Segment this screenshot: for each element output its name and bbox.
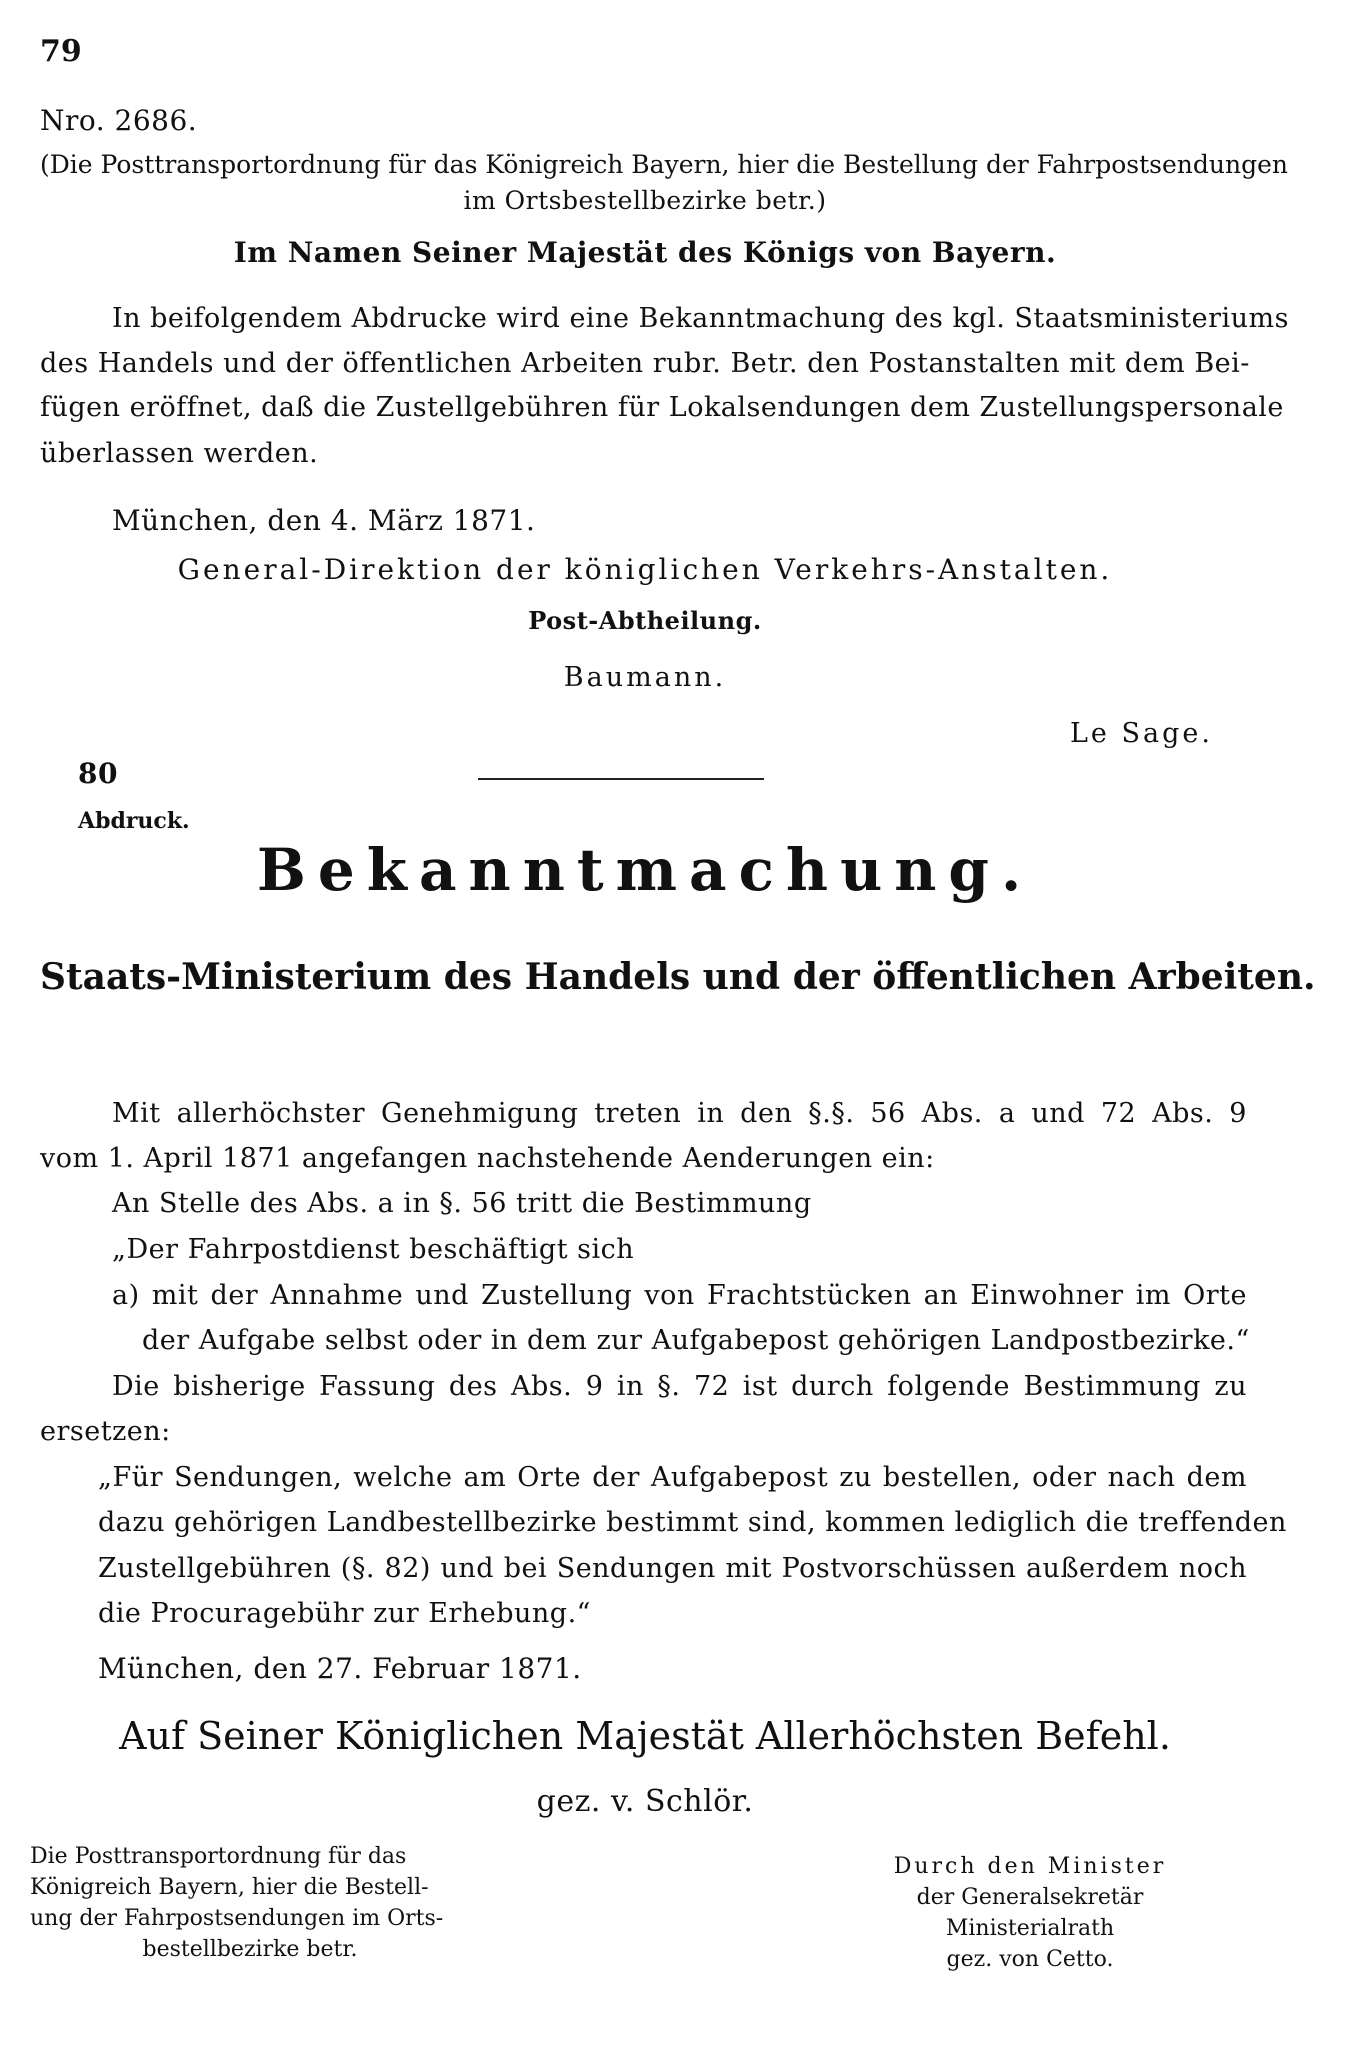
footer-right-line-2: der Generalsekretär	[916, 1885, 1144, 1910]
command-heading: Auf Seiner Königlichen Majestät Allerhöchsten Befehl.	[119, 1714, 1171, 1758]
main-line-1: Mit allerhöchster Genehmigung treten in den §.§. 56 Abs. a und 72 Abs. 9	[112, 1098, 1247, 1129]
subject-line-2: im Ortsbestellbezirke betr.)	[463, 186, 827, 215]
main-line-3: An Stelle des Abs. a in §. 56 tritt die Bestimmung	[112, 1188, 812, 1219]
place-date-1: München, den 4. März 1871.	[112, 504, 536, 537]
intro-line-2: des Handels und der öffentlichen Arbeiten rubr. Betr. den Postanstalten mit dem Bei-	[40, 348, 1250, 379]
main-line-9: „Für Sendungen, welche am Orte der Aufgabepost zu bestellen, oder nach dem	[98, 1462, 1247, 1493]
page-number-top: 79	[40, 34, 82, 69]
signer-1: Baumann.	[563, 662, 727, 693]
royal-heading: Im Namen Seiner Majestät des Königs von Bayern.	[233, 236, 1057, 269]
subject-line-1: (Die Posttransportordnung für das Königreich Bayern, hier die Bestellung der Fahrpostsendungen	[40, 150, 1289, 179]
signer-2: Le Sage.	[1070, 718, 1213, 749]
page-number-inner: 80	[78, 757, 118, 790]
footer-right-line-4: gez. von Cetto.	[946, 1947, 1114, 1972]
footer-right-line-3: Ministerialrath	[945, 1916, 1115, 1941]
main-line-10: dazu gehörigen Landbestellbezirke bestimmt sind, kommen lediglich die treffenden	[98, 1507, 1287, 1538]
footer-left-line-2: Königreich Bayern, hier die Bestell-	[30, 1875, 429, 1900]
place-date-2: München, den 27. Februar 1871.	[98, 1652, 582, 1685]
main-line-7: Die bisherige Fassung des Abs. 9 in §. 72 ist durch folgende Bestimmung zu	[112, 1371, 1247, 1402]
announcement-title: Bekanntmachung.	[256, 836, 1034, 904]
department: Post-Abtheilung.	[528, 606, 762, 635]
main-line-2: vom 1. April 1871 angefangen nachstehende Aenderungen ein:	[40, 1143, 935, 1174]
intro-line-1: In beifolgendem Abdrucke wird eine Bekanntmachung des kgl. Staatsministeriums	[112, 303, 1289, 334]
main-line-6: der Aufgabe selbst oder in dem zur Aufgabepost gehörigen Landpostbezirke.“	[142, 1325, 1250, 1356]
entry-number: Nro. 2686.	[40, 104, 198, 137]
directorate: General-Direktion der königlichen Verkehrs-Anstalten.	[177, 553, 1113, 586]
intro-line-3: fügen eröffnet, daß die Zustellgebühren für Lokalsendungen dem Zustellungspersonale	[40, 392, 1284, 423]
main-line-5: a) mit der Annahme und Zustellung von Frachtstücken an Einwohner im Orte	[112, 1280, 1247, 1311]
intro-line-4: überlassen werden.	[40, 438, 319, 469]
footer-left-line-4: bestellbezirke betr.	[142, 1937, 358, 1962]
footer-left-line-1: Die Posttransportordnung für das	[30, 1844, 407, 1869]
signed-by: gez. v. Schlör.	[536, 1784, 754, 1819]
copy-label: Abdruck.	[78, 808, 190, 834]
ministry-heading: Staats-Ministerium des Handels und der öffentlichen Arbeiten.	[40, 956, 1316, 998]
main-line-4: „Der Fahrpostdienst beschäftigt sich	[112, 1234, 635, 1265]
main-line-8: ersetzen:	[40, 1416, 171, 1447]
footer-left-line-3: ung der Fahrpostsendungen im Orts-	[30, 1906, 444, 1931]
separator-rule	[478, 778, 764, 780]
main-line-12: die Procuragebühr zur Erhebung.“	[98, 1598, 591, 1629]
main-line-11: Zustellgebühren (§. 82) und bei Sendungen mit Postvorschüssen außerdem noch	[98, 1553, 1247, 1584]
footer-right-line-1: Durch den Minister	[893, 1854, 1167, 1879]
